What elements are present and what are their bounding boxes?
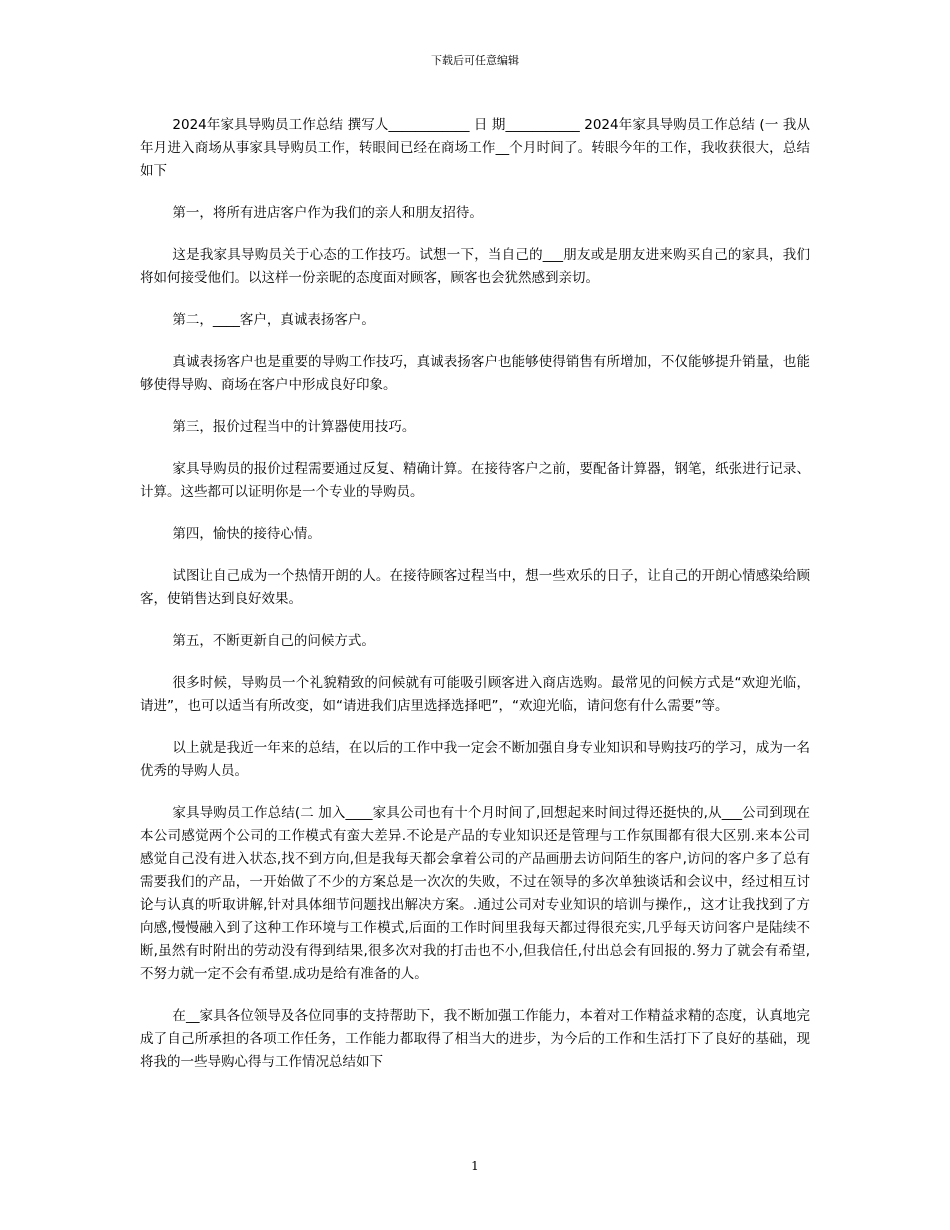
paragraph-summary-closing: 在__家具各位领导及各位同事的支持帮助下，我不断加强工作能力，本着对工作精益求精的态度，认真地完成了自己所承担的各项工作任务，工作能力都取得了相当大的进步，为今后的工作和生活打下了良好的基础，现将我的一些导购心得与工作情况总结如下 [140, 1008, 810, 1070]
paragraph-summary-two: 家具导购员工作总结(二 加入____家具公司也有十个月时间了,回想起来时间过得还挺快的,从___公司到现在本公司感觉两个公司的工作模式有蛮大差异.不论是产品的专业知识还是管理与工作氛围都有很大区别.来本公司感觉自己没有进入状态,找不到方向,但是我每天都会拿着公司的产品画册去访问陌生的客户,访问的客户多了总有需要我们的产品，一开始做了不少的方案总是一次次的失败，不过在领导的多次单独谈话和会议中，经过相互讨论与认真的听取讲解,针对具体细节问题找出解决方案。.通过公司对专业知识的培训与操作,，这才让我找到了方向感,慢慢融入到了这种工作环境与工作模式,后面的工作时间里我每天都过得很充实,几乎每天访问客户是陆续不断,虽然有时附出的劳动没有得到结果,很多次对我的打击也不小,但我信任,付出总会有回报的.努力了就会有希望,不努力就一定不会有希望.成功是给有准备的人。 [140, 805, 810, 982]
paragraph-point-3-body: 家具导购员的报价过程需要通过反复、精确计算。在接待客户之前，要配备计算器，钢笔，纸张进行记录、计算。这些都可以证明你是一个专业的导购员。 [140, 461, 810, 500]
paragraph-point-5-heading: 第五，不断更新自己的问候方式。 [172, 633, 375, 649]
paragraph-point-2-heading: 第二，____客户，真诚表扬客户。 [172, 312, 375, 328]
document-body [140, 114, 810, 1093]
page-number: 1 [471, 1159, 479, 1173]
paragraph-point-1-heading: 第一，将所有进店客户作为我们的亲人和朋友招待。 [172, 205, 483, 221]
paragraph-point-3-heading: 第三，报价过程当中的计算器使用技巧。 [172, 419, 416, 435]
paragraph-conclusion: 以上就是我近一年来的总结，在以后的工作中我一定会不断加强自身专业知识和导购技巧的学习，成为一名优秀的导购人员。 [140, 740, 810, 779]
paragraph-point-4-body: 试图让自己成为一个热情开朗的人。在接待顾客过程当中，想一些欢乐的日子，让自己的开朗心情感染给顾客，使销售达到良好效果。 [140, 568, 810, 607]
paragraph-title-intro: 2024年家具导购员工作总结 撰写人____________ 日 期___________ 2024年家具导购员工作总结 (一 我从年月进入商场从事家具导购员工作，转眼间已经在商场工作__个月时间了。转眼今年的工作，我收获很大，总结如下 [140, 117, 810, 179]
paragraph-point-4-heading: 第四，愉快的接待心情。 [172, 526, 321, 542]
paragraph-point-2-body: 真诚表扬客户也是重要的导购工作技巧，真诚表扬客户也能够使得销售有所增加，不仅能够提升销量，也能够使得导购、商场在客户中形成良好印象。 [140, 354, 810, 393]
page-header: 下载后可任意编辑 [431, 54, 519, 67]
paragraph-point-5-body: 很多时候，导购员一个礼貌精致的问候就有可能吸引顾客进入商店选购。最常见的问候方式是“欢迎光临，请进”，也可以适当有所改变，如“请进我们店里选择选择吧”，“欢迎光临，请问您有什么需要”等。 [140, 675, 810, 714]
paragraph-point-1-body: 这是我家具导购员关于心态的工作技巧。试想一下，当自己的___朋友或是朋友进来购买自己的家具，我们将如何接受他们。以这样一份亲昵的态度面对顾客，顾客也会犹然感到亲切。 [140, 247, 810, 286]
